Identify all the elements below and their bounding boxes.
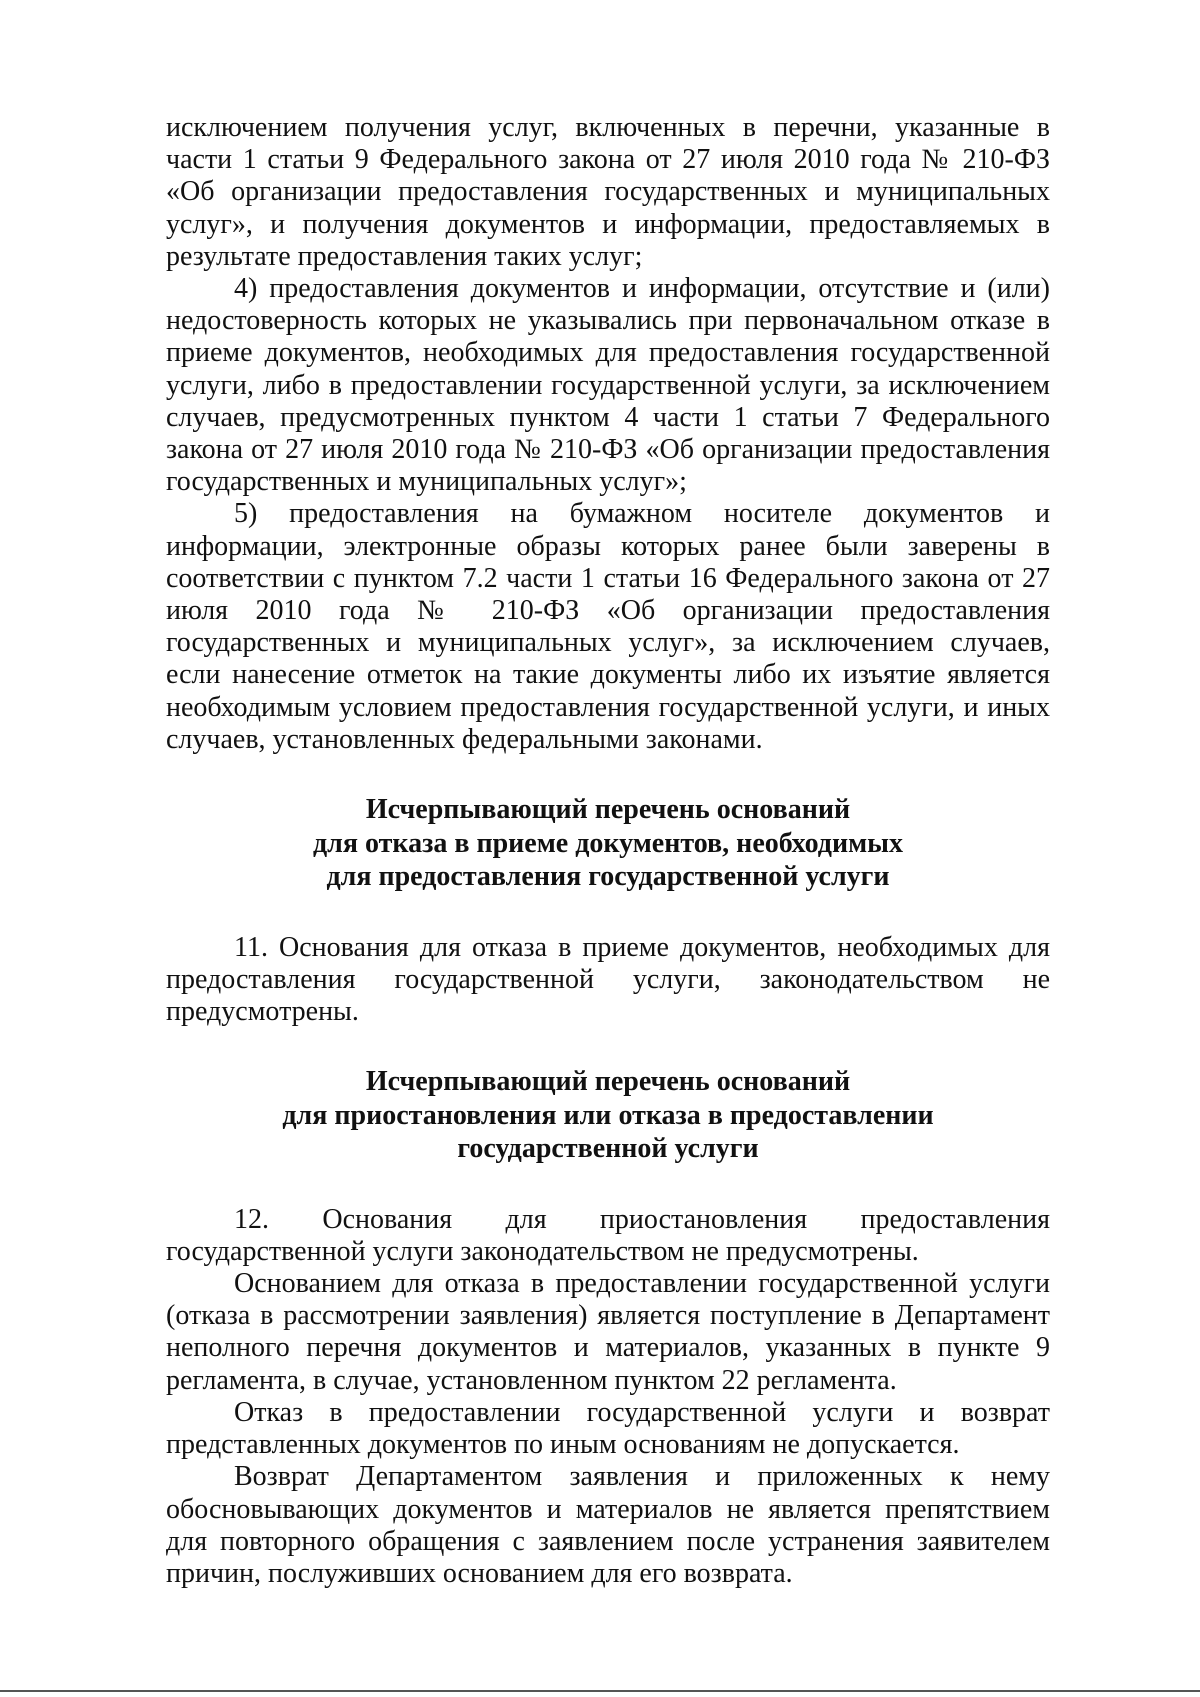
section-heading-refusal-acceptance bbox=[166, 793, 1050, 894]
paragraph-item-4: 4) предоставления документов и информации, отсутствие и (или) недостоверность которых не указывались при первоначальном отказе в приеме документов, необходимых для предоставления государственной услуги, либо в предоставлении государственной услуги, за исключением случаев, предусмотренных пунктом 4 части 1 статьи 7 Федерального закона от 27 июля 2010 года № 210-ФЗ «Об организации предоставления государственных и муниципальных услуг»; bbox=[166, 273, 1050, 498]
section-heading-suspension-refusal bbox=[166, 1065, 1050, 1166]
document-body bbox=[166, 112, 1050, 1590]
paragraph-refusal-other: Отказ в предоставлении государственной услуги и возврат представленных документов по иным основаниям не допускается. bbox=[166, 1396, 1050, 1461]
paragraph-11: 11. Основания для отказа в приеме документов, необходимых для предоставления государственной услуги, законодательством не предусмотрены. bbox=[166, 931, 1050, 1027]
heading-line: для приостановления или отказа в предоставлении bbox=[282, 1099, 934, 1131]
heading-line: Исчерпывающий перечень оснований bbox=[365, 1066, 851, 1098]
paragraph-return: Возврат Департаментом заявления и приложенных к нему обосновывающих документов и материалов не является препятствием для повторного обращения с заявлением после устранения заявителем причин, послуживших основанием для его возврата. bbox=[166, 1461, 1050, 1589]
heading-line: для отказа в приеме документов, необходимых bbox=[312, 827, 904, 859]
heading-line: государственной услуги bbox=[457, 1133, 759, 1165]
paragraph-12: 12. Основания для приостановления предоставления государственной услуги законодательством не предусмотрены. bbox=[166, 1203, 1050, 1267]
paragraph-continuation: исключением получения услуг, включенных в перечни, указанные в части 1 статьи 9 Федерального закона от 27 июля 2010 года № 210-ФЗ «Об организации предоставления государственных и муниципальных услуг», и получения документов и информации, предоставляемых в результате предоставления таких услуг; bbox=[166, 112, 1050, 272]
scan-bottom-edge bbox=[0, 1690, 1200, 1692]
paragraph-refusal-grounds: Основанием для отказа в предоставлении государственной услуги (отказа в рассмотрении заявления) является поступление в Департамент неполного перечня документов и материалов, указанных в пункте 9 регламента, в случае, установленном пунктом 22 регламента. bbox=[166, 1268, 1050, 1396]
heading-line: для предоставления государственной услуги bbox=[326, 861, 890, 893]
heading-line: Исчерпывающий перечень оснований bbox=[365, 794, 851, 826]
paragraph-item-5: 5) предоставления на бумажном носителе документов и информации, электронные образы которых ранее были заверены в соответствии с пунктом 7.2 части 1 статьи 16 Федерального закона от 27 июля 2010 года № 210-ФЗ «Об организации предоставления государственных и муниципальных услуг», за исключением случаев, если нанесение отметок на такие документы либо их изъятие является необходимым условием предоставления государственной услуги, и иных случаев, установленных федеральными законами. bbox=[166, 498, 1050, 755]
